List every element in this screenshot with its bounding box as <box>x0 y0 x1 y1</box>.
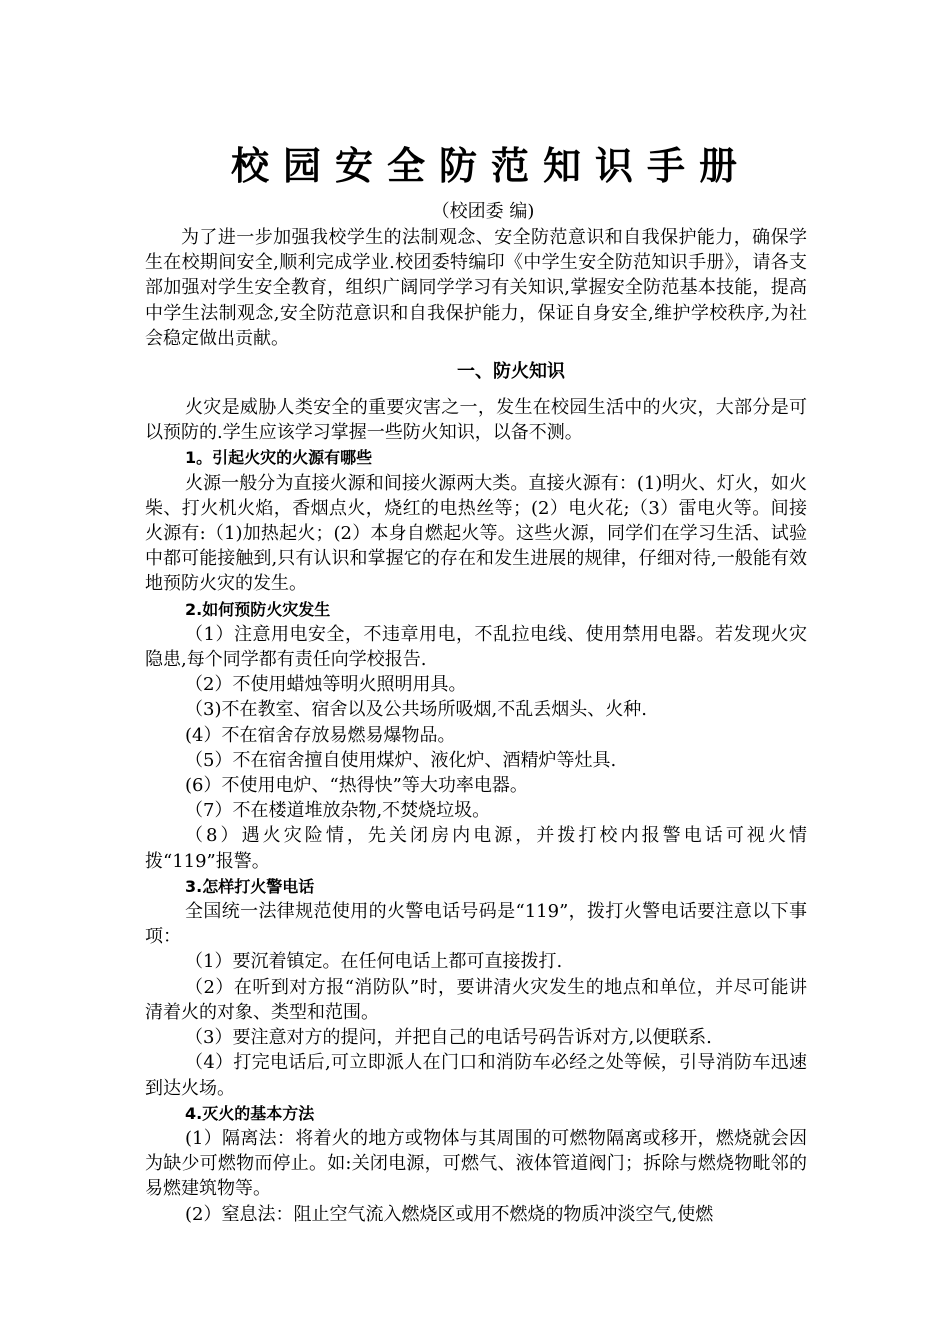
section-title-fire-prevention: 一、防火知识 <box>457 361 565 383</box>
subsection-title-fire-prevention: 2.如何预防火灾发生 <box>185 599 331 619</box>
list-item: （4）打完电话后,可立即派人在门口和消防车必经之处等候，引导消防车迅速到达火场。 <box>145 1052 807 1099</box>
list-item: (6）不使用电炉、“热得快”等大功率电器。 <box>185 775 528 797</box>
subsection-title-fire-sources: 1。引起火灾的火源有哪些 <box>185 448 373 468</box>
list-item: （7）不在楼道堆放杂物,不焚烧垃圾。 <box>185 800 491 822</box>
subsection-title-fire-call: 3.怎样打火警电话 <box>185 876 315 896</box>
list-item: （5）不在宿舍擅自使用煤炉、液化炉、酒精炉等灶具. <box>185 749 617 771</box>
document-page <box>145 138 807 1227</box>
list-item: (1）隔离法：将着火的地方或物体与其周围的可燃物隔离或移开，燃烧就会因为缺少可燃物而停止。如:关闭电源，可燃气、液体管道阀门；拆除与燃烧物毗邻的易燃建筑物等。 <box>145 1127 807 1200</box>
list-item: （2）在听到对方报“消防队”时，要讲清火灾发生的地点和单位，并尽可能讲清着火的对象、类型和范围。 <box>145 976 807 1023</box>
list-item: （1）要沉着镇定。在任何电话上都可直接拨打. <box>185 951 563 973</box>
subsection-title-extinguishing-methods: 4.灭火的基本方法 <box>185 1103 315 1123</box>
list-item: (2）窒息法：阻止空气流入燃烧区或用不燃烧的物质冲淡空气,使燃 <box>185 1203 714 1225</box>
list-item: （1）注意用电安全，不违章用电，不乱拉电线、使用禁用电器。若发现火灾隐患,每个同学都有责任向学校报告. <box>145 623 807 671</box>
fire-sources-paragraph: 火源一般分为直接火源和间接火源两大类。直接火源有：(1)明火、灯火，如火柴、打火机火焰，香烟点火，烧红的电热丝等；(2）电火花;（3）雷电火等。间接火源有:（1)加热起火；(2）本身自燃起火等。这些火源，同学们在学习生活、试验中都可能接触到,只有认识和掌握它的存在和发生进展的规律，仔细对待,一般能有效地预防火灾的发生。 <box>145 472 807 595</box>
list-item: （8）遇火灾险情，先关闭房内电源，并拨打校内报警电话可视火情拨“119”报警。 <box>145 825 807 872</box>
document-title: 校园安全防范知识手册 <box>230 144 751 188</box>
intro-paragraph: 为了进一步加强我校学生的法制观念、安全防范意识和自我保护能力，确保学生在校期间安全,顺利完成学业.校团委特编印《中学生安全防范知识手册》，请各支部加强对学生安全教育，组织广阔同学学习有关知识,掌握安全防范基本技能，提高中学生法制观念,安全防范意识和自我保护能力，保证自身安全,维护学校秩序,为社会稳定做出贡献。 <box>145 227 807 349</box>
document-editor: （校团委 编) <box>431 201 535 222</box>
list-item: （2）不使用蜡烛等明火照明用具。 <box>185 674 467 696</box>
section-intro-paragraph: 火灾是威胁人类安全的重要灾害之一，发生在校园生活中的火灾，大部分是可以预防的.学生应该学习掌握一些防火知识，以备不测。 <box>145 397 807 444</box>
list-item: （3）要注意对方的提问，并把自己的电话号码告诉对方,以便联系. <box>185 1027 712 1049</box>
list-item: （3)不在教室、宿舍以及公共场所吸烟,不乱丢烟头、火种. <box>185 699 647 721</box>
list-item: (4）不在宿舍存放易燃易爆物品。 <box>185 724 456 746</box>
fire-call-intro-paragraph: 全国统一法律规范使用的火警电话号码是“119”，拨打火警电话要注意以下事项： <box>145 901 807 948</box>
